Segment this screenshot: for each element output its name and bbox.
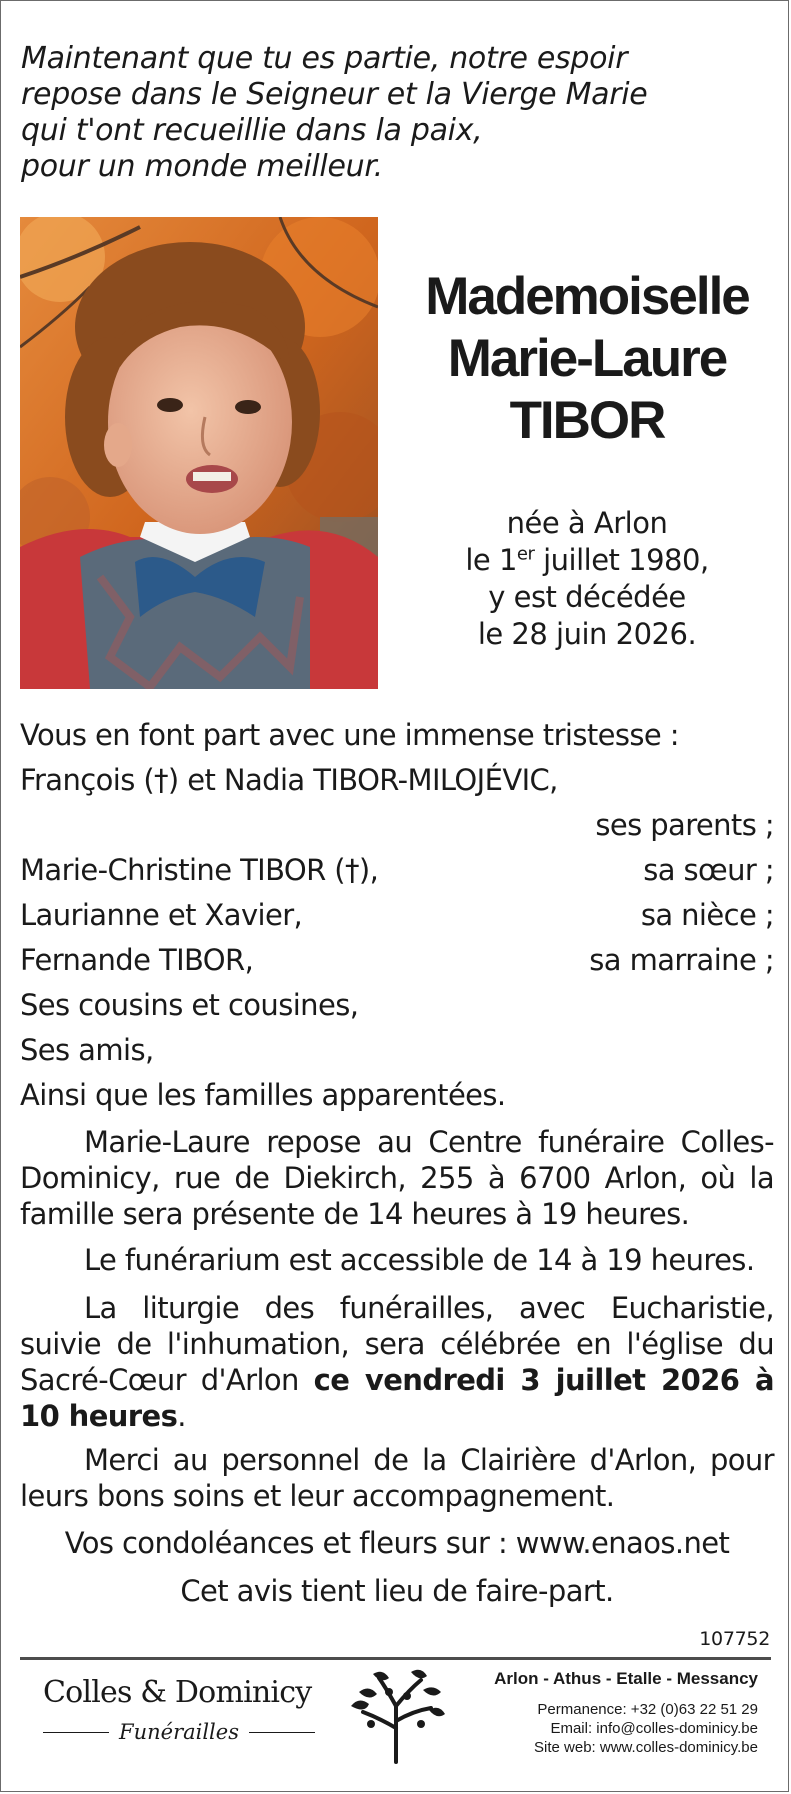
birth-date-day: le 1 <box>465 543 517 577</box>
family-name: Fernande TIBOR, <box>20 943 254 977</box>
company-towns: Arlon - Athus - Etalle - Messancy <box>494 1669 758 1688</box>
family-row <box>20 758 774 803</box>
company-subtitle <box>43 1720 315 1744</box>
family-row <box>20 803 774 848</box>
family-name: Ses amis, <box>20 1033 154 1067</box>
family-row <box>20 1028 774 1073</box>
family-relation: ses parents ; <box>595 808 774 842</box>
family-name: Marie-Christine TIBOR (†), <box>20 853 379 887</box>
birth-date <box>431 542 743 579</box>
family-announcement <box>20 713 774 1118</box>
opening-verse <box>21 41 741 185</box>
deceased-title: Mademoiselle <box>425 267 749 326</box>
subtitle-text: Funérailles <box>119 1720 239 1744</box>
company-contact <box>494 1669 758 1757</box>
birth-date-rest: juillet 1980, <box>534 543 709 577</box>
repose-paragraph: Marie-Laure repose au Centre funéraire Colles-Dominicy, rue de Diekirch, 255 à 6700 Arlon, où la famille sera présente de 14 heures à 19 heures. <box>20 1125 774 1231</box>
verse-line: pour un monde meilleur. <box>21 149 383 184</box>
faire-part-line: Cet avis tient lieu de faire-part. <box>180 1574 614 1608</box>
liturgy-paragraph <box>20 1290 774 1434</box>
family-row <box>20 848 774 893</box>
portrait-photo <box>20 217 378 689</box>
contact-email: Email: info@colles-dominicy.be <box>550 1720 758 1737</box>
family-name: Ainsi que les familles apparentées. <box>20 1078 506 1112</box>
liturgy-date: ce vendredi 3 juillet 2026 à 10 heures <box>20 1363 774 1433</box>
verse-line: Maintenant que tu es partie, notre espoir <box>21 41 628 76</box>
deceased-first-name: Marie-Laure <box>447 329 727 388</box>
birth-date-ordinal: er <box>516 543 535 565</box>
birth-place: née à Arlon <box>506 506 668 540</box>
reference-number: 107752 <box>699 1628 770 1650</box>
liturgy-end: . <box>177 1399 186 1433</box>
tree-icon <box>341 1666 451 1766</box>
family-name: Ses cousins et cousines, <box>20 988 359 1022</box>
permanence-phone: Permanence: +32 (0)63 22 51 29 <box>537 1701 758 1718</box>
intro-text: Vous en font part avec une immense tristesse : <box>20 718 679 752</box>
family-row <box>20 893 774 938</box>
footer-divider <box>20 1657 771 1660</box>
birth-death-info <box>431 505 743 653</box>
announcement-intro <box>20 713 774 758</box>
family-row <box>20 938 774 983</box>
family-row <box>20 1073 774 1118</box>
condolences-line: Vos condoléances et fleurs sur : www.enaos.net <box>64 1526 730 1560</box>
thanks-paragraph: Merci au personnel de la Clairière d'Arlon, pour leurs bons soins et leur accompagnement. <box>20 1443 774 1513</box>
contact-website: Site web: www.colles-dominicy.be <box>534 1739 758 1756</box>
family-relation: sa marraine ; <box>589 943 774 977</box>
subtitle-rule <box>249 1732 315 1733</box>
death-place: y est décédée <box>488 580 686 614</box>
family-relation: sa nièce ; <box>640 898 774 932</box>
family-name: Laurianne et Xavier, <box>20 898 303 932</box>
death-date: le 28 juin 2026. <box>477 617 697 651</box>
funerarium-paragraph: Le funérarium est accessible de 14 à 19 heures. <box>84 1243 755 1277</box>
company-name: Colles & Dominicy <box>43 1675 312 1710</box>
verse-line: qui t'ont recueillie dans la paix, <box>21 113 483 148</box>
family-relation: sa sœur ; <box>643 853 774 887</box>
deceased-last-name: TIBOR <box>509 391 665 450</box>
family-name: François (†) et Nadia TIBOR-MILOJÉVIC, <box>20 763 558 797</box>
deceased-name <box>397 266 777 452</box>
liturgy-text: La liturgie des funérailles, avec Eucharistie, suivie de l'inhumation, sera célébrée en l'église du Sacré-Cœur d'Arlon <box>20 1291 774 1397</box>
subtitle-rule <box>43 1732 109 1733</box>
verse-line: repose dans le Seigneur et la Vierge Marie <box>21 77 648 112</box>
family-row <box>20 983 774 1028</box>
